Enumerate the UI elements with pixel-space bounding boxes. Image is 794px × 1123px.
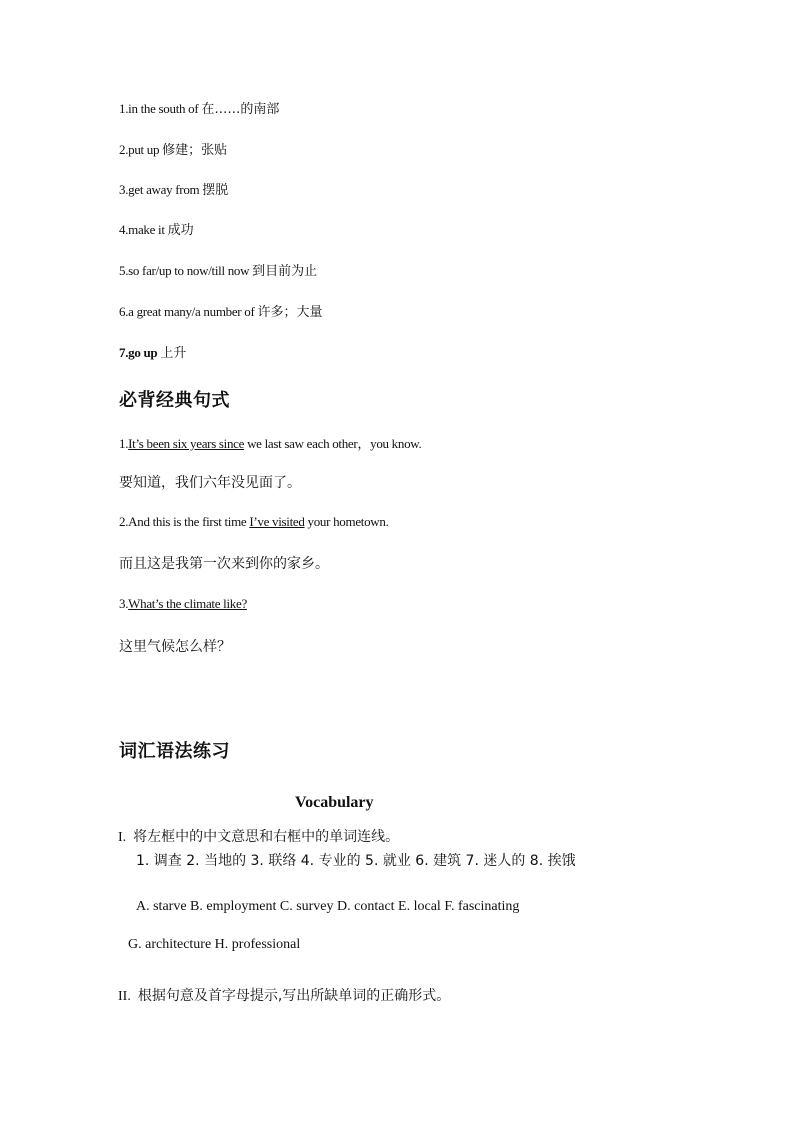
phrase-chinese: 修建；张贴	[162, 143, 228, 158]
key-pattern: I’ve visited	[249, 514, 305, 529]
exercise-heading: 词汇语法练习	[119, 741, 230, 762]
section-1-items	[136, 850, 576, 870]
phrase-chinese: 成功	[167, 223, 194, 238]
phrase-english: 5.so far/up to now/till now	[119, 263, 253, 278]
section-1-header	[118, 826, 399, 846]
phrase-chinese: 到目前为止	[252, 264, 318, 279]
sentence-3	[119, 596, 247, 612]
section-1-options-line-2: G. architecture H. professional	[128, 937, 301, 952]
section-1-instruction: 将左框中的中文意思和右框中的单词连线。	[133, 829, 400, 845]
phrase-english: 2.put up	[119, 142, 163, 157]
phrase-item	[119, 342, 186, 361]
section-1-options-line-1: A. starve B. employment C. survey D. contact E. local F. fascinating	[136, 899, 520, 914]
phrase-item	[119, 98, 279, 117]
section-1-label: I.	[118, 830, 127, 845]
matching-items: 1. 调查 2. 当地的 3. 联络 4. 专业的 5. 就业 6. 建筑 7. 迷人的 8. 挨饿	[136, 853, 576, 869]
phrase-english: 3.get away from	[119, 182, 203, 197]
sentence-rest: your hometown.	[304, 514, 389, 529]
phrase-chinese: 摆脱	[202, 183, 229, 198]
sentence-rest: we last saw each other，you know.	[244, 436, 422, 451]
phrase-english: 7.go up	[119, 345, 161, 360]
sentence-number: 3.	[119, 596, 129, 611]
phrase-chinese: 在……的南部	[201, 102, 280, 117]
phrase-chinese: 许多；大量	[257, 305, 323, 320]
phrase-item	[119, 260, 317, 279]
section-2-header	[118, 985, 450, 1005]
phrase-item	[119, 179, 228, 198]
sentence-1-translation: 要知道，我们六年没见面了。	[119, 475, 301, 491]
sentence-2	[119, 514, 389, 530]
vocabulary-title: Vocabulary	[295, 794, 374, 811]
sentence-2-translation: 而且这是我第一次来到你的家乡。	[119, 556, 329, 572]
sentence-prefix: 2.And this is the first time	[119, 514, 250, 529]
key-pattern: It’s been six years since	[128, 436, 245, 451]
phrase-english: 4.make it	[119, 222, 168, 237]
sentence-number: 1.	[119, 436, 129, 451]
sentence-1	[119, 433, 421, 452]
phrase-item	[119, 139, 227, 158]
sentences-heading: 必背经典句式	[119, 390, 230, 411]
section-2-instruction: 根据句意及首字母提示,写出所缺单词的正确形式。	[137, 988, 451, 1004]
phrase-item	[119, 219, 194, 238]
section-2-label: II.	[118, 989, 131, 1004]
phrase-english: 1.in the south of	[119, 101, 202, 116]
sentence-3-translation: 这里气候怎么样？	[119, 639, 231, 655]
phrase-item	[119, 301, 322, 320]
phrase-chinese: 上升	[160, 346, 187, 361]
key-pattern: What’s the climate like?	[128, 596, 247, 611]
phrase-english: 6.a great many/a number of	[119, 304, 258, 319]
